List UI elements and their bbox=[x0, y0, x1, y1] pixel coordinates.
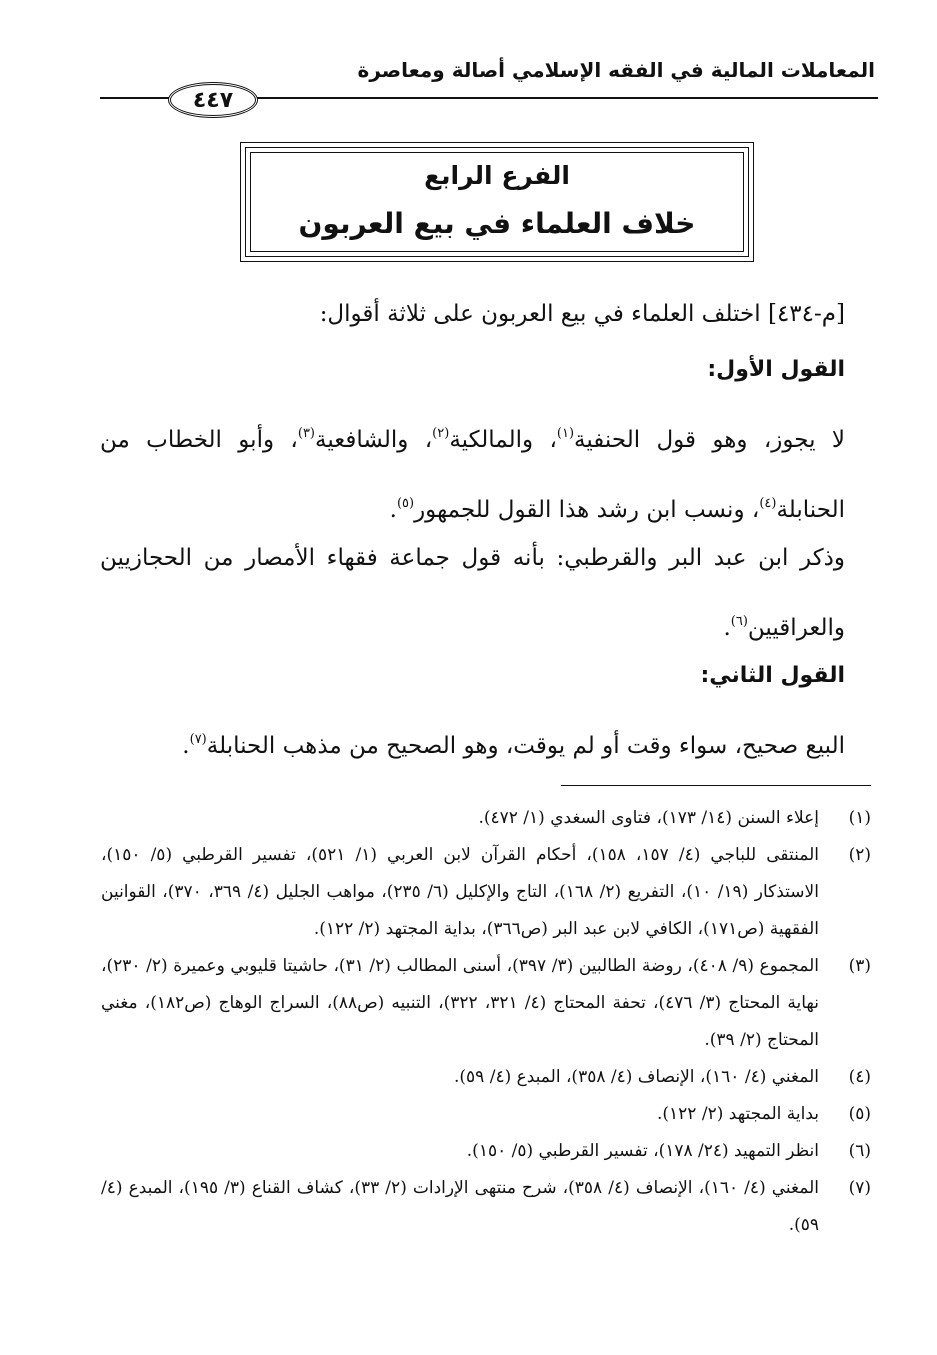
footnotes bbox=[101, 800, 871, 1244]
footnote-2: (٢) المنتقى للباجي (٤/ ١٥٧، ١٥٨)، أحكام القرآن لابن العربي (١/ ٥٢١)، تفسير القرطبي (٥/ ١٥٠)، الاستذكار (١٩/ ١٠)، التفريع (٢/ ١٦٨)، التاج والإكليل (٦/ ٢٣٥)، مواهب الجليل (٤/ ٣٦٩، ٣٧٠)، القوانين الفقهية (ص١٧١)، الكافي لابن عبد البر (ص٣٦٦)، بداية المجتهد (٢/ ١٢٢). bbox=[101, 845, 871, 939]
second-opinion-text: البيع صحيح، سواء وقت أو لم يوقت، وهو الصحيح من مذهب الحنابلة$^{(٧)}$. bbox=[182, 732, 845, 759]
first-opinion-note: وذكر ابن عبد البر والقرطبي: بأنه قول جماعة فقهاء الأمصار من الحجازيين والعراقيين$^{(٦)}$. bbox=[100, 545, 845, 641]
first-opinion-heading: القول الأول: bbox=[707, 357, 845, 382]
footnote-separator bbox=[561, 785, 871, 786]
section-title: خلاف العلماء في بيع العربون bbox=[298, 207, 696, 240]
page-number: ٤٤٧ bbox=[168, 82, 258, 118]
branch-title: الفرع الرابع bbox=[424, 161, 570, 190]
footnote-7: (٧) المغني (٤/ ١٦٠)، الإنصاف (٤/ ٣٥٨)، شرح منتهى الإرادات (٢/ ٣٣)، كشاف القناع (٣/ ١٩٥)، المبدع (٤/ ٥٩). bbox=[101, 1178, 871, 1235]
footnote-4: (٤) المغني (٤/ ١٦٠)، الإنصاف (٤/ ٣٥٨)، المبدع (٤/ ٥٩). bbox=[453, 1067, 871, 1087]
intro-paragraph: [م-٤٣٤] اختلف العلماء في بيع العربون على ثلاثة أقوال: bbox=[319, 301, 845, 327]
footnote-3: (٣) المجموع (٩/ ٤٠٨)، روضة الطالبين (٣/ ٣٩٧)، أسنى المطالب (٢/ ٣١)، حاشيتا قليوبي وعميرة (٢/ ٢٣٠)، نهاية المحتاج (٣/ ٤٧٦)، تحفة المحتاج (٤/ ٣٢١، ٣٢٢)، التنبيه (ص٨٨)، السراج الوهاج (ص١٨٢)، مغني المحتاج (٢/ ٣٩). bbox=[101, 956, 871, 1050]
running-header-title: المعاملات المالية في الفقه الإسلامي أصالة ومعاصرة bbox=[357, 58, 875, 82]
footnote-5: (٥) بداية المجتهد (٢/ ١٢٢). bbox=[657, 1104, 871, 1124]
footnote-6: (٦) انظر التمهيد (٢٤/ ١٧٨)، تفسير القرطبي (٥/ ١٥٠). bbox=[466, 1141, 871, 1161]
first-opinion-text: لا يجوز، وهو قول الحنفية$^{(١)}$، والمالكية$^{(٢)}$، والشافعية$^{(٣)}$، وأبو الخطاب من الحنابلة$^{(٤)}$، ونسب ابن رشد هذا القول للجمهور$^{(٥)}$. bbox=[100, 426, 845, 523]
second-opinion-heading: القول الثاني: bbox=[700, 663, 845, 688]
section-title-box bbox=[240, 142, 754, 262]
footnote-1: (١) إعلاء السنن (١٤/ ١٧٣)، فتاوى السغدي (١/ ٤٧٢). bbox=[478, 808, 871, 828]
